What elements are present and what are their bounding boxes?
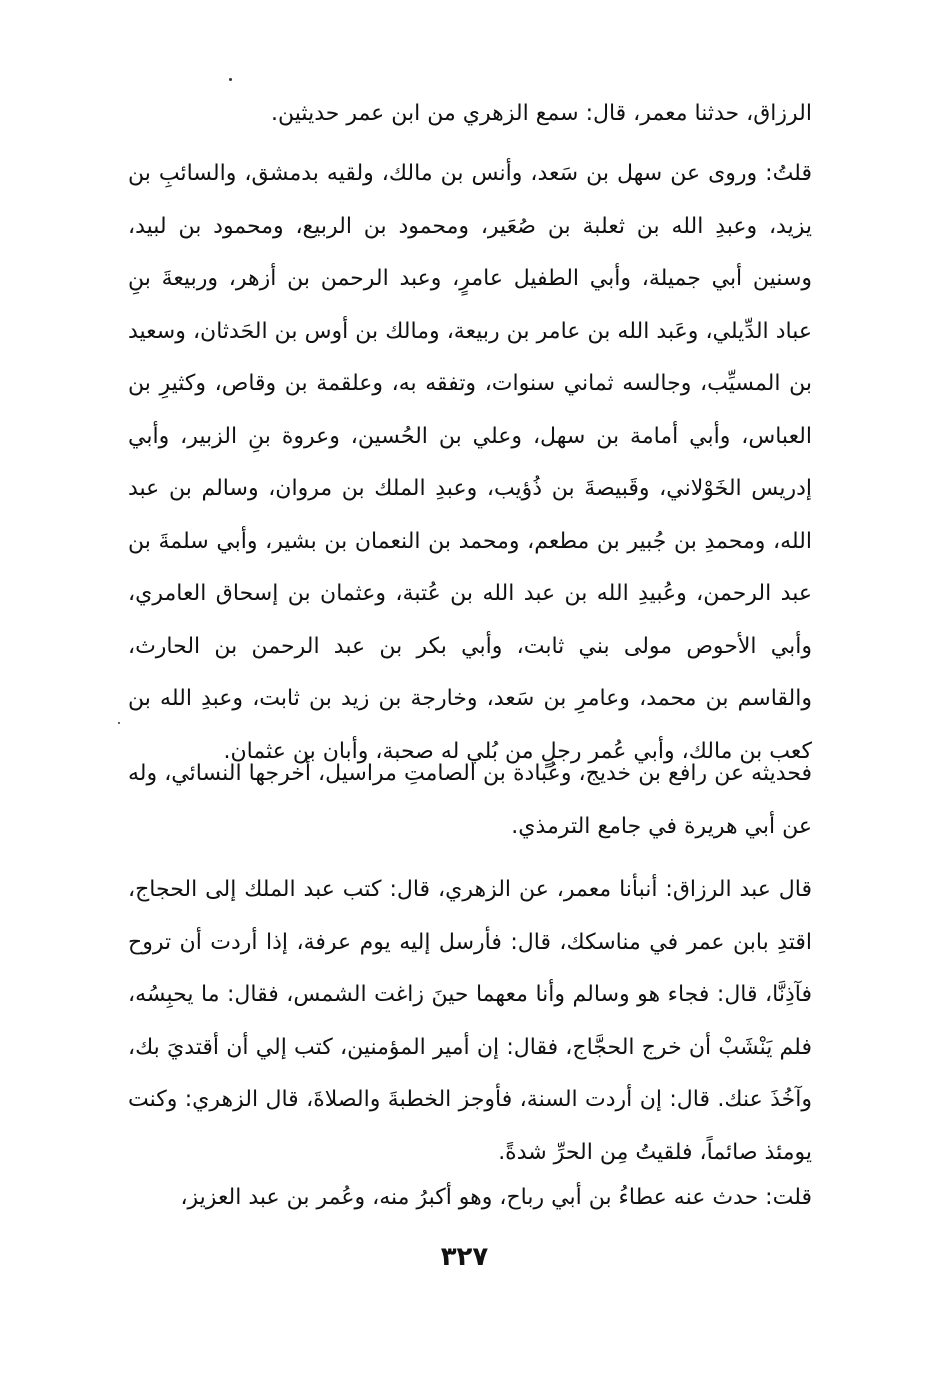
paragraph-1: الرزاق، حدثنا معمر، قال: سمع الزهري من ابن عمر حديثين. xyxy=(271,101,812,126)
scan-speck xyxy=(229,78,232,81)
paragraph-3: فحديثه عن رافع بن خديج، وعُبادة بن الصامتِ مراسيل، أخرجها النسائي، وله عن أبي هريرة في جامع الترمذي. xyxy=(128,761,812,839)
paragraph-4: قال عبد الرزاق: أنبأنا معمر، عن الزهري، قال: كتب عبد الملك إلى الحجاج، اقتدِ بابن عمر في مناسكك، قال: فأرسل إليه يوم عرفة، إذا أردت أن تروح فآذِنَّا، قال: فجاء هو وسالم وأنا معهما حينَ زاغت الشمس، فقال: ما يحبِسُه، فلم يَنْشَبْ أن خرج الحجَّاج، فقال: إن أمير المؤمنين، كتب إلي أن أقتديَ بك، وآخُذَ عنك. قال: إن أردت السنة، فأوجز الخطبةَ والصلاةَ، قال الزهري: وكنت يومئذ صائماً، فلقيتُ مِن الحرِّ شدةً. xyxy=(128,877,812,1165)
scan-speck xyxy=(118,722,120,724)
page-number: ٣٢٧ xyxy=(440,1242,489,1272)
paragraph-5: قلت: حدث عنه عطاءُ بن أبي رباح، وهو أكبرُ منه، وعُمر بن عبد العزيز، xyxy=(180,1185,812,1210)
paragraph-2: قلتُ: وروى عن سهل بن سَعد، وأنس بن مالك، ولقيه بدمشق، والسائبِ بن يزيد، وعبدِ الله بن ثعلبة بن صُعَير، ومحمود بن الربيع، ومحمود بن لبيد، وسنين أبي جميلة، وأبي الطفيل عامرٍ، وعبد الرحمن بن أزهر، وربيعةَ بنِ عباد الدِّيلي، وعَبد الله بن عامر بن ربيعة، ومالك بن أوس بن الحَدثان، وسعيد بن المسيِّب، وجالسه ثماني سنوات، وتفقه به، وعلقمة بن وقاص، وكثيرِ بن العباس، وأبي أمامة بن سهل، وعلي بن الحُسين، وعروة بنِ الزبير، وأبي إدريس الخَوْلاني، وقَبيصةَ بن ذُؤيب، وعبدِ الملك بن مروان، وسالم بن عبد الله، ومحمدِ بن جُبير بن مطعم، ومحمد بن النعمان بن بشير، وأبي سلمةَ بن عبد الرحمن، وعُبيدِ الله بن عبد الله بن عُتبة، وعثمان بن إسحاق العامري، وأبي الأحوص مولى بني ثابت، وأبي بكر بن عبد الرحمن بن الحارث، والقاسم بن محمد، وعامرِ بن سَعد، وخارجة بن زيد بن ثابت، وعبدِ الله بن كعب بن مالك، وأبي عُمر رجلٍ من بُلي له صحبة، وأبان بن عثمان. xyxy=(128,161,812,764)
